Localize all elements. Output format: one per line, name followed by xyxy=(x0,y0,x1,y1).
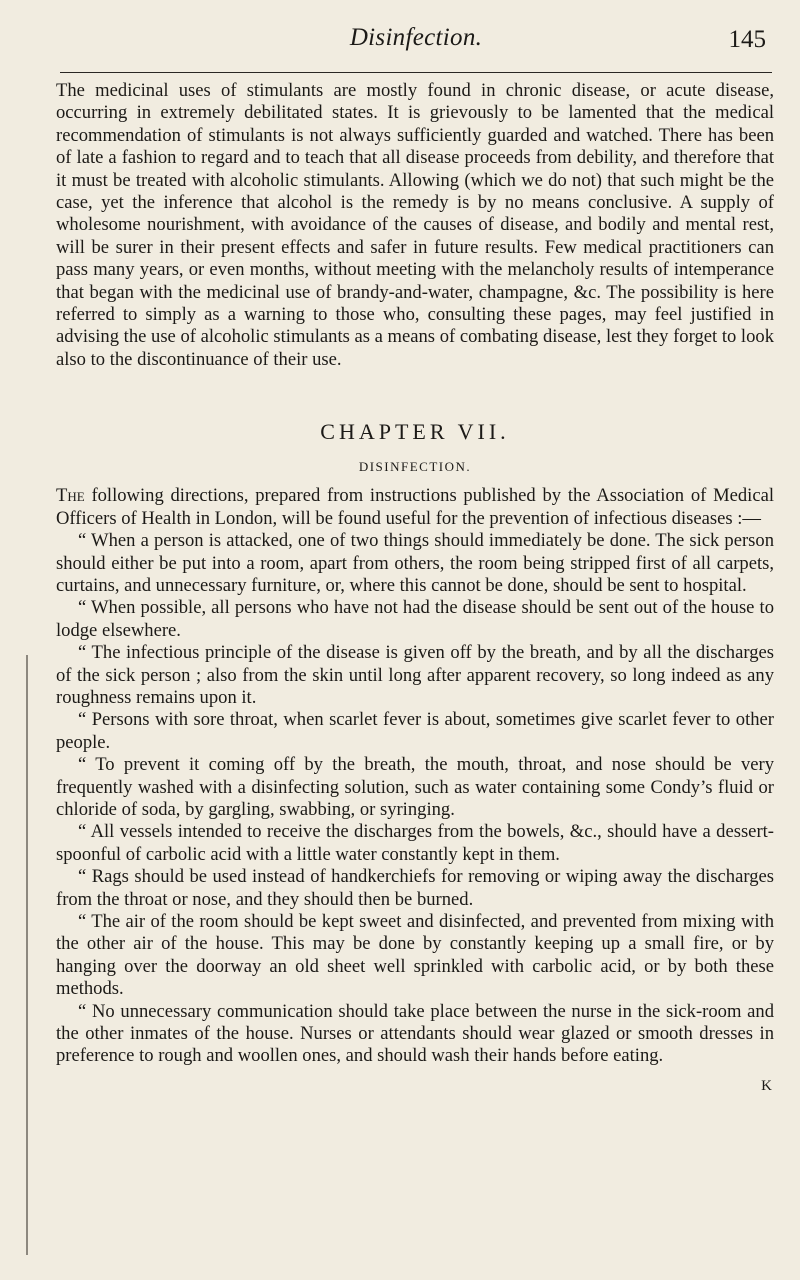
quote-paragraph: “ All vessels intended to receive the discharges from the bowels, &c., should have a dessert-spoonful of carbolic acid with a little water constantly kept in them. xyxy=(56,821,774,865)
running-title: Disinfection. xyxy=(349,24,483,51)
signature-mark: K xyxy=(761,1077,772,1094)
running-header xyxy=(60,14,772,73)
opening-text: following directions, prepared from instructions published by the Association of Medical Officers of Health in London, will be found useful for the prevention of infectious diseases :— xyxy=(56,485,774,529)
quote-paragraph: “ When a person is attacked, one of two things should immediately be done. The sick person should either be put into a room, apart from others, the room being stripped first of all carpets, curtains, and unnecessary furniture, or, where this cannot be done, should be sent to hospital. xyxy=(56,530,774,596)
quote-paragraph: “ Rags should be used instead of handkerchiefs for removing or wiping away the discharges from the throat or nose, and they should then be burned. xyxy=(56,866,774,910)
quote-paragraph: “ To prevent it coming off by the breath, the mouth, throat, and nose should be very frequently washed with a disinfecting solution, such as water containing some Condy’s fluid or chloride of soda, by gargling, swabbing, or syringing. xyxy=(56,754,774,820)
quote-paragraph: “ When possible, all persons who have not had the disease should be sent out of the house to lodge elsewhere. xyxy=(56,597,774,641)
intro-paragraph: The medicinal uses of stimulants are mostly found in chronic disease, or acute disease, occurring in extremely debilitated states. It is grievously to be lamented that the medical recommendation of stimulants is not always sufficiently guarded and watched. There has been of late a fashion to regard and to teach that all disease proceeds from debility, and therefore that it must be treated with alcoholic stimulants. Allowing (which we do not) that such might be the case, yet the inference that alcohol is the remedy is by no means conclusive. A supply of wholesome nourishment, with avoidance of the causes of disease, and bodily and mental rest, will be surer in their present effects and safer in future results. Few medical practitioners can pass many years, or even months, without meeting with the melancholy results of intemperance that began with the medicinal use of brandy-and-water, champagne, &c. The possibility is here referred to simply as a warning to those who, consulting these pages, may feel justified in advising the use of alcoholic stimulants as a means of combating disease, lest they forget to look also to the discontinuance of their use. xyxy=(56,80,774,370)
chapter-heading: CHAPTER VII. xyxy=(320,419,510,445)
quote-paragraph: “ The air of the room should be kept sweet and disinfected, and prevented from mixing with the other air of the house. This may be done by constantly keeping up a small fire, or by hanging over the doorway an old sheet well sprinkled with carbolic acid, or by both these methods. xyxy=(56,911,774,1000)
section-subtitle: DISINFECTION. xyxy=(358,459,472,475)
quote-paragraph: “ No unnecessary communication should take place between the nurse in the sick-room and the other inmates of the house. Nurses or attendants should wear glazed or smooth dresses in preference to rough and woollen ones, and should wash their hands before eating. xyxy=(56,1000,774,1067)
quote-paragraph: “ The infectious principle of the disease is given off by the breath, and by all the discharges of the sick person ; also from the skin until long after apparent recovery, so long indeed as any roughness remains upon it. xyxy=(56,642,774,708)
section-opening-paragraph xyxy=(56,485,774,530)
page-number: 145 xyxy=(728,26,766,53)
page-body xyxy=(56,80,774,1095)
lead-word: The xyxy=(56,485,85,507)
margin-rule xyxy=(26,655,28,1255)
quote-paragraph: “ Persons with sore throat, when scarlet fever is about, sometimes give scarlet fever to other people. xyxy=(56,709,774,753)
